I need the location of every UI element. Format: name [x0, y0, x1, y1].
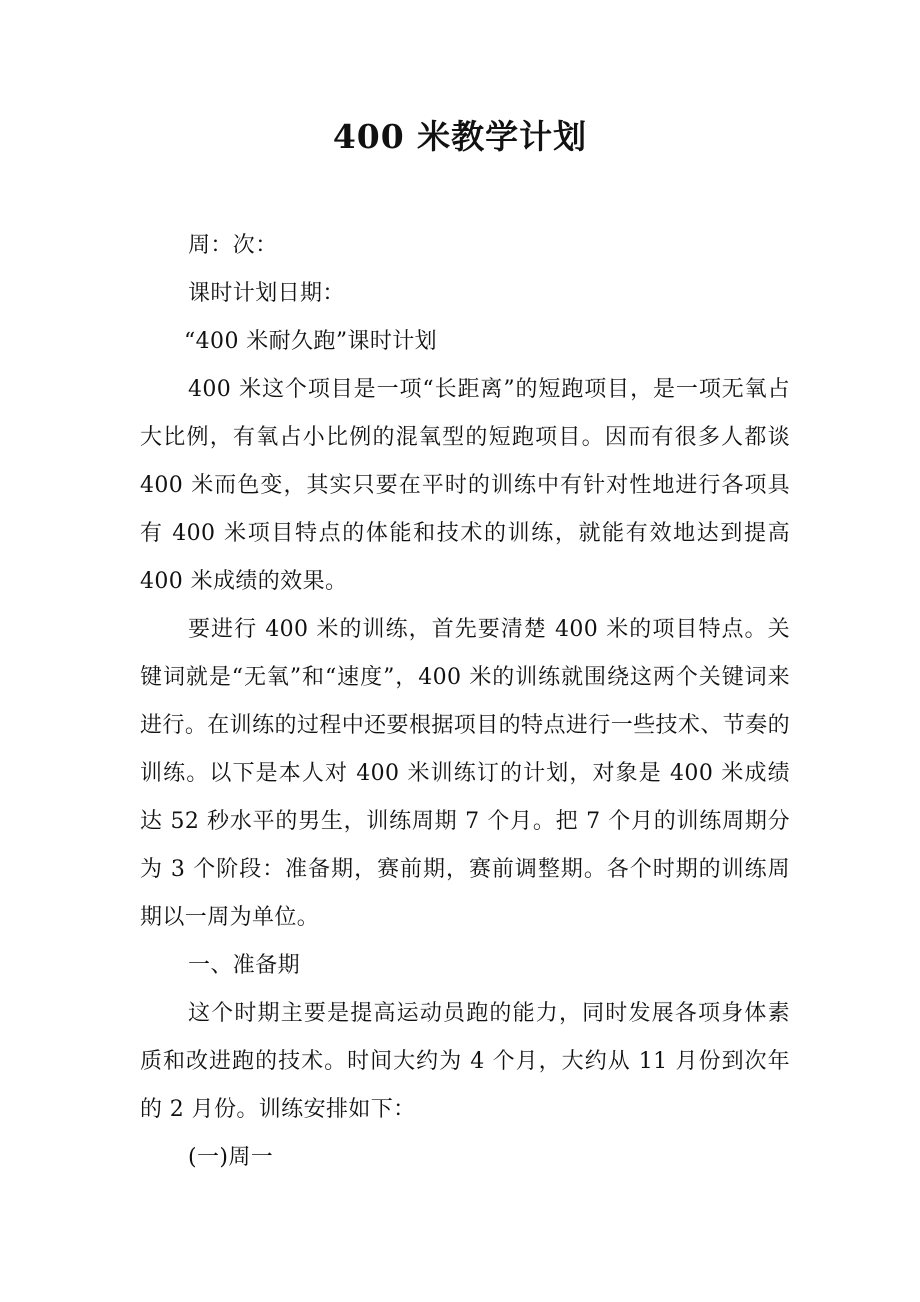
document-title: 400 米教学计划	[332, 117, 588, 156]
section-heading-preparation: 一、准备期	[188, 953, 301, 978]
lesson-date-line: 课时计划日期：	[188, 281, 345, 306]
training-overview-paragraph: 要进行 400 米的训练，首先要清楚 400 米的项目特点。关键词就是“无氧”和“速度”，400 米的训练就围绕这两个关键词来进行。在训练的过程中还要根据项目的特点进行一些技术、节奏的训练。以下是本人对 400 米训练订的计划，对象是 400 米成绩达 52 秒水平的男生，训练周期 7 个月。把 7 个月的训练周期分为 3 个阶段：准备期，赛前期，赛前调整期。各个时期的训练周期以一周为单位。	[140, 617, 790, 930]
week-field-line: 周：次：	[188, 233, 278, 258]
document-body	[140, 222, 790, 1182]
intro-paragraph: 400 米这个项目是一项“长距离”的短跑项目，是一项无氧占大比例，有氧占小比例的混氧型的短跑项目。因而有很多人都谈 400 米而色变，其实只要在平时的训练中有针对性地进行各项具有 400 米项目特点的体能和技术的训练，就能有效地达到提高 400 米成绩的效果。	[140, 377, 790, 594]
lesson-plan-subtitle: “400 米耐久跑”课时计划	[184, 329, 438, 354]
subsection-heading-monday: (一)周一	[188, 1145, 274, 1170]
preparation-paragraph: 这个时期主要是提高运动员跑的能力，同时发展各项身体素质和改进跑的技术。时间大约为 4 个月，大约从 11 月份到次年的 2 月份。训练安排如下：	[140, 1001, 790, 1122]
